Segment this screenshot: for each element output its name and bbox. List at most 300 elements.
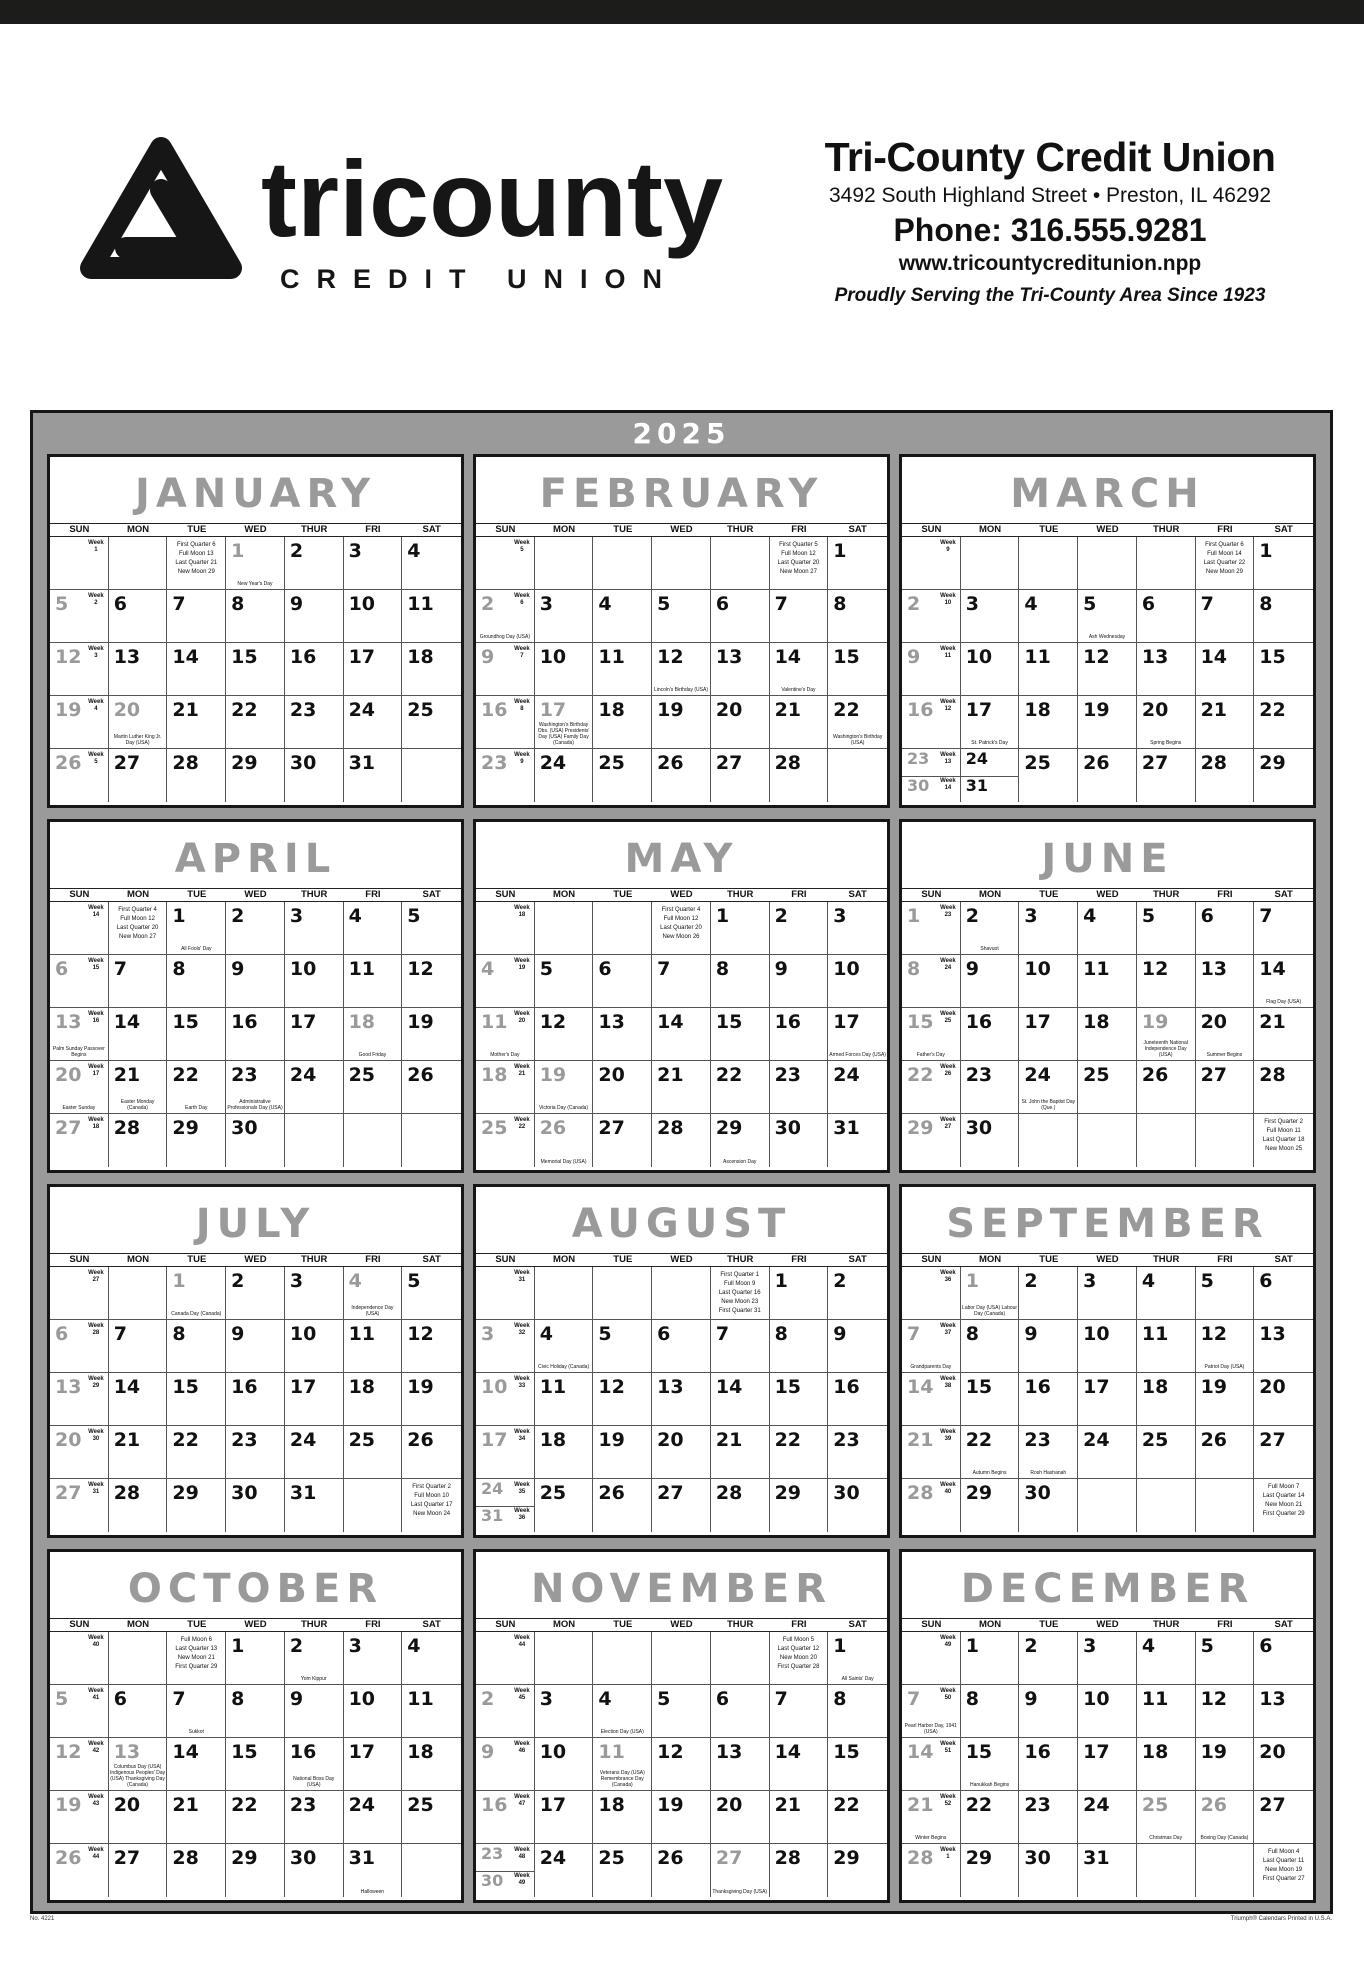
day-number: 16 bbox=[965, 1011, 993, 1033]
day-number: 11 bbox=[1083, 958, 1110, 980]
day-cell bbox=[50, 1061, 109, 1114]
day-number: 3 bbox=[539, 593, 553, 615]
weekday-label: FRI bbox=[791, 524, 807, 535]
holiday-note: National Boss Day (USA) bbox=[293, 1776, 335, 1788]
day-cell bbox=[711, 749, 770, 802]
day-number: 26 bbox=[1200, 1429, 1228, 1451]
day-number: 21 bbox=[1200, 699, 1228, 721]
weekday-label: SUN bbox=[69, 1254, 90, 1265]
day-cell bbox=[226, 1791, 285, 1844]
weekday-header bbox=[476, 1618, 887, 1632]
day-cell bbox=[109, 590, 168, 643]
day-cell bbox=[109, 1008, 168, 1061]
holiday-note: Mother's Day bbox=[490, 1052, 520, 1058]
weekday-header bbox=[902, 888, 1313, 902]
day-number: 31 bbox=[965, 775, 988, 795]
day-number: 24 bbox=[1024, 1064, 1051, 1086]
day-number: 18 bbox=[348, 1376, 376, 1398]
day-number: 4 bbox=[407, 1635, 421, 1657]
day-number: 7 bbox=[172, 593, 186, 615]
day-cell bbox=[476, 1479, 535, 1532]
day-cell bbox=[902, 1844, 961, 1897]
day-number: 11 bbox=[539, 1376, 567, 1398]
day-number: 17 bbox=[539, 699, 567, 721]
weekday-label: SAT bbox=[1274, 1254, 1293, 1265]
day-cell bbox=[593, 590, 652, 643]
weekday-label: FRI bbox=[365, 1619, 381, 1630]
day-cell bbox=[593, 1267, 652, 1320]
day-number: 26 bbox=[407, 1064, 434, 1086]
day-cell bbox=[1196, 696, 1255, 749]
holiday-note: Ash Wednesday bbox=[1088, 634, 1126, 640]
day-cell bbox=[652, 1791, 711, 1844]
weekday-label: SUN bbox=[495, 1254, 516, 1265]
week-number: Week 27 bbox=[88, 1270, 104, 1283]
day-number: 23 bbox=[965, 1064, 993, 1086]
day-number: 27 bbox=[1259, 1794, 1286, 1816]
day-number: 2 bbox=[289, 540, 304, 562]
day-number: 10 bbox=[289, 1323, 317, 1345]
weekday-label: MON bbox=[552, 889, 576, 900]
day-cell bbox=[1196, 643, 1255, 696]
day-cell bbox=[770, 590, 829, 643]
day-number: 22 bbox=[833, 1794, 860, 1816]
day-number: 24 bbox=[289, 1429, 317, 1451]
day-number: 7 bbox=[774, 593, 788, 615]
day-cell bbox=[1019, 902, 1078, 955]
day-cell bbox=[226, 1267, 285, 1320]
day-cell bbox=[902, 902, 961, 955]
month-title: MARCH bbox=[1010, 471, 1205, 517]
day-number: 27 bbox=[113, 1847, 141, 1869]
holiday-note: Winter Begins bbox=[915, 1835, 947, 1841]
week-number: Week 47 bbox=[514, 1794, 530, 1807]
day-cell bbox=[711, 643, 770, 696]
day-cell bbox=[770, 643, 829, 696]
day-cell bbox=[828, 955, 887, 1008]
day-cell bbox=[167, 955, 226, 1008]
day-number: 12 bbox=[539, 1011, 567, 1033]
day-number: 5 bbox=[55, 593, 69, 615]
holiday-note: Shavuot bbox=[980, 946, 999, 952]
weekday-label: SAT bbox=[422, 889, 441, 900]
weekday-label: SAT bbox=[848, 1619, 867, 1630]
day-cell bbox=[1196, 590, 1255, 643]
day-cell bbox=[1196, 955, 1255, 1008]
top-black-bar bbox=[0, 0, 1364, 24]
day-number: 22 bbox=[774, 1429, 802, 1451]
day-number: 11 bbox=[348, 958, 376, 980]
day-cell bbox=[652, 902, 711, 955]
day-cell bbox=[1254, 902, 1313, 955]
weekday-label: THUR bbox=[1153, 524, 1180, 535]
day-cell bbox=[285, 1632, 344, 1685]
week-rows bbox=[902, 537, 1313, 802]
day-number: 18 bbox=[407, 646, 434, 668]
day-cell bbox=[593, 1791, 652, 1844]
day-number: 17 bbox=[833, 1011, 860, 1033]
day-cell bbox=[50, 1685, 109, 1738]
week-rows bbox=[476, 537, 887, 802]
day-cell bbox=[344, 955, 403, 1008]
day-cell bbox=[1078, 537, 1137, 590]
day-number: 27 bbox=[1141, 752, 1169, 774]
holiday-note: Hanukkah Begins bbox=[969, 1782, 1010, 1788]
day-number: 7 bbox=[907, 1688, 921, 1710]
day-cell bbox=[285, 1479, 344, 1532]
day-number: 1 bbox=[833, 1635, 847, 1657]
week-number: Week 22 bbox=[514, 1117, 530, 1130]
contact-block bbox=[790, 132, 1310, 314]
day-number: 28 bbox=[113, 1482, 141, 1504]
day-cell bbox=[1254, 590, 1313, 643]
day-number: 8 bbox=[965, 1323, 979, 1345]
week-number: Week 27 bbox=[940, 1117, 956, 1130]
day-number: 28 bbox=[1259, 1064, 1286, 1086]
day-cell bbox=[902, 1426, 961, 1479]
week-rows bbox=[476, 1267, 887, 1532]
weekday-label: SAT bbox=[848, 1254, 867, 1265]
day-cell bbox=[109, 643, 168, 696]
day-number: 22 bbox=[231, 1794, 258, 1816]
day-cell bbox=[109, 1114, 168, 1167]
week-number: Week 52 bbox=[940, 1794, 956, 1807]
day-cell bbox=[476, 1738, 535, 1791]
day-cell bbox=[770, 902, 829, 955]
day-number: 22 bbox=[231, 699, 258, 721]
day-cell bbox=[402, 1373, 461, 1426]
month-april bbox=[47, 819, 464, 1173]
day-number: 12 bbox=[55, 1741, 82, 1763]
day-cell bbox=[285, 749, 344, 802]
day-number: 23 bbox=[1024, 1429, 1051, 1451]
weekday-label: TUE bbox=[187, 889, 207, 900]
day-number: 15 bbox=[1259, 646, 1286, 668]
day-number: 16 bbox=[289, 646, 317, 668]
day-cell bbox=[593, 1685, 652, 1738]
day-number: 1 bbox=[172, 1270, 186, 1292]
day-cell bbox=[1196, 902, 1255, 955]
week-number: Week 8 bbox=[514, 699, 530, 712]
day-number: 13 bbox=[715, 646, 743, 668]
day-number: 21 bbox=[172, 1794, 199, 1816]
day-cell bbox=[828, 1791, 887, 1844]
month-march bbox=[899, 454, 1316, 808]
calendar-year: 2025 bbox=[632, 417, 731, 450]
day-cell bbox=[167, 1685, 226, 1738]
holiday-note: Groundhog Day (USA) bbox=[479, 634, 530, 640]
month-november bbox=[473, 1549, 890, 1903]
day-cell bbox=[402, 696, 461, 749]
day-number: 18 bbox=[598, 1794, 625, 1816]
month-december bbox=[899, 1549, 1316, 1903]
week-number: Week 30 bbox=[88, 1429, 104, 1442]
day-number: 27 bbox=[657, 1482, 684, 1504]
day-cell bbox=[828, 1267, 887, 1320]
day-cell bbox=[535, 1008, 594, 1061]
day-cell bbox=[770, 1373, 829, 1426]
day-number: 11 bbox=[1141, 1688, 1169, 1710]
day-number: 16 bbox=[481, 699, 508, 721]
day-number: 9 bbox=[289, 593, 304, 615]
day-number: 31 bbox=[1083, 1847, 1110, 1869]
day-number: 21 bbox=[907, 1794, 934, 1816]
day-number: 10 bbox=[539, 646, 567, 668]
day-cell bbox=[402, 1061, 461, 1114]
holiday-note: New Year's Day bbox=[237, 581, 273, 587]
day-cell bbox=[770, 1632, 829, 1685]
weekday-label: TUE bbox=[187, 1254, 207, 1265]
day-number: 24 bbox=[833, 1064, 860, 1086]
day-cell bbox=[1078, 643, 1137, 696]
day-cell bbox=[593, 1114, 652, 1167]
week-number: Week 24 bbox=[940, 958, 956, 971]
day-number: 22 bbox=[833, 699, 860, 721]
day-number: 12 bbox=[598, 1376, 625, 1398]
day-cell bbox=[167, 1320, 226, 1373]
day-cell bbox=[402, 1685, 461, 1738]
month-title: FEBRUARY bbox=[539, 471, 824, 517]
week-number: Week 49 bbox=[514, 1872, 530, 1886]
day-cell bbox=[402, 1738, 461, 1791]
holiday-note: Spring Begins bbox=[1150, 740, 1182, 746]
day-number: 9 bbox=[1024, 1688, 1038, 1710]
day-cell bbox=[344, 1373, 403, 1426]
day-number: 4 bbox=[1083, 905, 1097, 927]
weekday-label: SUN bbox=[921, 1619, 942, 1630]
weekday-label: MON bbox=[552, 524, 576, 535]
day-number: 7 bbox=[774, 1688, 788, 1710]
day-number: 15 bbox=[172, 1376, 199, 1398]
week-number: Week 28 bbox=[88, 1323, 104, 1336]
day-cell bbox=[770, 1320, 829, 1373]
day-cell bbox=[476, 902, 535, 955]
day-cell bbox=[1019, 696, 1078, 749]
day-cell bbox=[828, 1320, 887, 1373]
day-number: 6 bbox=[715, 593, 730, 615]
day-number: 2 bbox=[907, 593, 921, 615]
day-number: 5 bbox=[539, 958, 553, 980]
day-cell bbox=[1254, 1373, 1313, 1426]
day-number: 25 bbox=[407, 1794, 434, 1816]
holiday-note: St. John the Baptist Day (Que.) bbox=[1021, 1099, 1076, 1111]
week-number: Week 50 bbox=[940, 1688, 956, 1701]
day-cell bbox=[1019, 1479, 1078, 1532]
org-address: 3492 South Highland Street • Preston, IL 46292 bbox=[828, 184, 1272, 207]
day-cell bbox=[961, 1791, 1020, 1844]
day-cell bbox=[902, 1738, 961, 1791]
day-cell bbox=[344, 1320, 403, 1373]
day-cell bbox=[1254, 955, 1313, 1008]
day-number: 26 bbox=[407, 1429, 434, 1451]
weekday-label: SUN bbox=[921, 1254, 942, 1265]
day-number: 20 bbox=[55, 1429, 82, 1451]
day-number: 5 bbox=[657, 1688, 671, 1710]
holiday-note: Pearl Harbor Day, 1941 (USA) bbox=[904, 1723, 957, 1735]
day-cell bbox=[711, 696, 770, 749]
weekday-label: THUR bbox=[727, 889, 754, 900]
day-cell bbox=[476, 696, 535, 749]
day-number: 9 bbox=[481, 1741, 495, 1763]
week-number: Week 38 bbox=[940, 1376, 956, 1389]
day-number: 21 bbox=[907, 1429, 934, 1451]
day-cell bbox=[1078, 1479, 1137, 1532]
day-cell bbox=[50, 902, 109, 955]
day-cell bbox=[711, 1791, 770, 1844]
day-number: 24 bbox=[539, 752, 567, 774]
day-cell bbox=[1137, 1791, 1196, 1844]
holiday-note: Washington's Birthday (USA) bbox=[832, 734, 883, 746]
day-number: 25 bbox=[481, 1117, 508, 1139]
day-cell bbox=[344, 1426, 403, 1479]
day-number: 26 bbox=[1200, 1794, 1228, 1816]
holiday-note: Columbus Day (USA) Indigenous Peoples' Day (USA) Thanksgiving Day (Canada) bbox=[109, 1764, 166, 1788]
day-number: 1 bbox=[965, 1635, 979, 1657]
day-cell bbox=[770, 1267, 829, 1320]
weekday-label: MON bbox=[978, 1254, 1002, 1265]
day-number: 17 bbox=[965, 699, 993, 721]
day-cell bbox=[1137, 1008, 1196, 1061]
weekday-label: SAT bbox=[422, 1254, 441, 1265]
day-cell bbox=[652, 749, 711, 802]
day-number: 12 bbox=[407, 1323, 434, 1345]
day-number: 15 bbox=[907, 1011, 934, 1033]
day-number: 8 bbox=[172, 958, 186, 980]
day-number: 27 bbox=[1200, 1064, 1228, 1086]
day-number: 22 bbox=[715, 1064, 743, 1086]
day-number: 5 bbox=[407, 905, 421, 927]
day-cell bbox=[285, 1373, 344, 1426]
day-cell bbox=[285, 1844, 344, 1897]
holiday-note: Labor Day (USA) Labour Day (Canada) bbox=[962, 1305, 1018, 1317]
day-number: 4 bbox=[1141, 1270, 1156, 1292]
weekday-label: FRI bbox=[1217, 1619, 1233, 1630]
day-cell bbox=[711, 1426, 770, 1479]
day-cell bbox=[902, 1114, 961, 1167]
day-number: 10 bbox=[965, 646, 993, 668]
day-number: 31 bbox=[833, 1117, 860, 1139]
day-cell bbox=[535, 1267, 594, 1320]
day-number: 24 bbox=[481, 1479, 504, 1498]
holiday-note: Summer Begins bbox=[1206, 1052, 1243, 1058]
week-number: Week 51 bbox=[940, 1741, 956, 1754]
day-cell bbox=[828, 643, 887, 696]
day-cell bbox=[1254, 1632, 1313, 1685]
day-number: 13 bbox=[715, 1741, 743, 1763]
day-number: 7 bbox=[113, 958, 127, 980]
day-number: 1 bbox=[965, 1270, 979, 1292]
weekday-header bbox=[902, 523, 1313, 537]
day-cell bbox=[1254, 1479, 1313, 1532]
day-number: 8 bbox=[172, 1323, 186, 1345]
holiday-note: Flag Day (USA) bbox=[1266, 999, 1302, 1005]
day-number: 25 bbox=[1083, 1064, 1110, 1086]
day-number: 26 bbox=[1083, 752, 1110, 774]
day-cell bbox=[593, 696, 652, 749]
day-cell bbox=[828, 1008, 887, 1061]
day-cell bbox=[476, 537, 535, 590]
day-number: 30 bbox=[289, 752, 317, 774]
day-cell bbox=[1196, 1479, 1255, 1532]
day-cell bbox=[902, 1267, 961, 1320]
org-website: www.tricountycreditunion.npp bbox=[898, 252, 1202, 275]
day-number: 5 bbox=[598, 1323, 612, 1345]
day-cell bbox=[902, 749, 961, 802]
week-number: Week 23 bbox=[940, 905, 956, 918]
weekday-label: FRI bbox=[1217, 1254, 1233, 1265]
day-number: 21 bbox=[113, 1429, 141, 1451]
day-number: 30 bbox=[774, 1117, 802, 1139]
day-cell bbox=[1019, 1267, 1078, 1320]
day-number: 3 bbox=[1083, 1635, 1097, 1657]
day-number: 29 bbox=[965, 1847, 993, 1869]
weekday-label: THUR bbox=[1153, 889, 1180, 900]
day-number: 30 bbox=[231, 1117, 258, 1139]
day-cell bbox=[961, 1373, 1020, 1426]
week-number: Week 14 bbox=[940, 777, 956, 791]
weekday-label: SUN bbox=[69, 1619, 90, 1630]
day-number: 29 bbox=[774, 1482, 802, 1504]
holiday-note: Rosh Hashanah bbox=[1030, 1470, 1067, 1476]
day-cell bbox=[167, 1061, 226, 1114]
day-cell bbox=[109, 1738, 168, 1791]
day-cell bbox=[285, 1685, 344, 1738]
week-number: Week 12 bbox=[940, 699, 956, 712]
week-number: Week 45 bbox=[514, 1688, 530, 1701]
day-cell bbox=[1196, 537, 1255, 590]
week-rows bbox=[50, 902, 461, 1167]
day-cell bbox=[535, 537, 594, 590]
day-cell bbox=[1137, 1114, 1196, 1167]
day-number: 25 bbox=[539, 1482, 567, 1504]
day-cell bbox=[1078, 1685, 1137, 1738]
week-number: Week 46 bbox=[514, 1741, 530, 1754]
day-cell bbox=[109, 1426, 168, 1479]
day-cell bbox=[285, 537, 344, 590]
holiday-note: Easter Sunday bbox=[62, 1105, 96, 1111]
day-number: 9 bbox=[965, 958, 979, 980]
day-cell bbox=[961, 643, 1020, 696]
day-cell bbox=[1254, 749, 1313, 802]
day-number: 16 bbox=[774, 1011, 802, 1033]
day-cell bbox=[1078, 1791, 1137, 1844]
day-number: 11 bbox=[348, 1323, 376, 1345]
weekday-label: TUE bbox=[1039, 1254, 1059, 1265]
day-number: 2 bbox=[1024, 1635, 1038, 1657]
day-number: 29 bbox=[1259, 752, 1286, 774]
day-number: 7 bbox=[172, 1688, 186, 1710]
day-cell bbox=[344, 1267, 403, 1320]
day-cell bbox=[344, 696, 403, 749]
day-cell bbox=[535, 1479, 594, 1532]
week-number: Week 41 bbox=[88, 1688, 104, 1701]
day-cell bbox=[1196, 1061, 1255, 1114]
day-cell bbox=[1254, 1791, 1313, 1844]
day-number: 5 bbox=[1200, 1635, 1214, 1657]
day-number: 18 bbox=[481, 1064, 508, 1086]
day-cell bbox=[1254, 1008, 1313, 1061]
day-number: 2 bbox=[833, 1270, 847, 1292]
day-number: 3 bbox=[289, 905, 304, 927]
day-cell bbox=[1078, 1373, 1137, 1426]
day-cell bbox=[535, 1061, 594, 1114]
day-cell bbox=[1078, 1426, 1137, 1479]
week-number: Week 48 bbox=[514, 1847, 530, 1860]
day-cell bbox=[226, 1320, 285, 1373]
month-august bbox=[473, 1184, 890, 1538]
weekday-header bbox=[476, 888, 887, 902]
day-cell bbox=[770, 1114, 829, 1167]
